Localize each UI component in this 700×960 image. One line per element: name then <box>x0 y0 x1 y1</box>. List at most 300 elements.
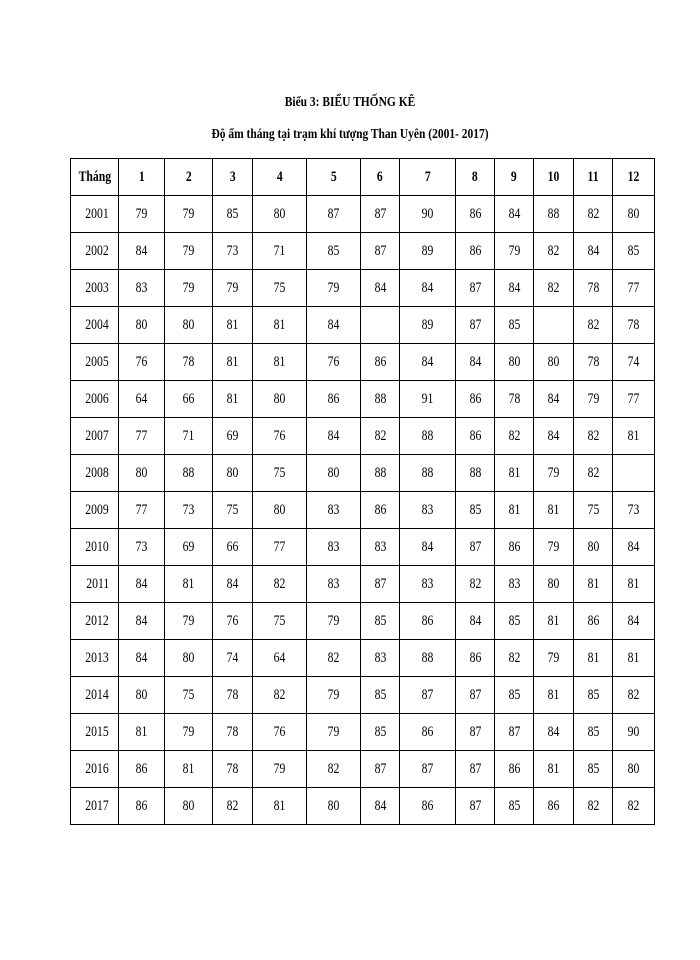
humidity-value: 87 <box>469 316 481 333</box>
year-text: 2008 <box>85 464 109 481</box>
year-text: 2017 <box>85 797 109 814</box>
humidity-value: 79 <box>508 242 520 259</box>
humidity-value: 73 <box>627 501 640 518</box>
humidity-value: 81 <box>547 612 560 629</box>
humidity-cell <box>307 344 361 381</box>
year-cell <box>71 307 119 344</box>
humidity-value: 77 <box>273 538 286 555</box>
humidity-value: 75 <box>273 612 286 629</box>
humidity-cell <box>456 751 495 788</box>
humidity-value: 81 <box>273 353 286 370</box>
humidity-value: 84 <box>547 723 560 740</box>
humidity-value: 79 <box>226 279 239 296</box>
humidity-value: 84 <box>547 390 560 407</box>
humidity-value: 86 <box>135 797 148 814</box>
humidity-value: 74 <box>226 649 239 666</box>
humidity-value: 79 <box>547 649 560 666</box>
humidity-value: 81 <box>135 723 148 740</box>
humidity-cell <box>574 640 613 677</box>
year-cell <box>71 529 119 566</box>
humidity-cell <box>361 418 400 455</box>
humidity-table <box>70 158 655 825</box>
year-cell <box>71 418 119 455</box>
humidity-cell <box>400 270 456 307</box>
humidity-cell <box>165 529 213 566</box>
humidity-cell <box>213 714 253 751</box>
header-month-9 <box>495 159 534 196</box>
humidity-cell <box>213 196 253 233</box>
humidity-cell <box>307 677 361 714</box>
humidity-value: 81 <box>226 316 239 333</box>
humidity-value: 81 <box>547 501 560 518</box>
humidity-value: 89 <box>421 316 434 333</box>
humidity-value: 66 <box>182 390 195 407</box>
humidity-value: 87 <box>469 723 481 740</box>
humidity-cell <box>119 788 165 825</box>
humidity-value: 86 <box>327 390 340 407</box>
humidity-value: 80 <box>273 205 286 222</box>
humidity-cell <box>400 788 456 825</box>
header-month-4 <box>253 159 307 196</box>
humidity-cell <box>307 788 361 825</box>
header-month-1 <box>119 159 165 196</box>
humidity-value: 78 <box>627 316 640 333</box>
humidity-cell <box>165 307 213 344</box>
humidity-cell <box>213 640 253 677</box>
humidity-cell <box>574 455 613 492</box>
humidity-cell <box>165 455 213 492</box>
humidity-value: 86 <box>469 205 481 222</box>
header-text: 2 <box>185 168 192 185</box>
document-title: Biểu 3: BIỂU THỐNG KÊ <box>284 95 416 110</box>
humidity-value: 87 <box>421 760 434 777</box>
humidity-cell <box>307 640 361 677</box>
humidity-cell <box>495 307 534 344</box>
humidity-cell <box>253 603 307 640</box>
humidity-cell <box>534 270 574 307</box>
humidity-cell <box>307 529 361 566</box>
table-row <box>71 788 655 825</box>
humidity-value: 75 <box>226 501 239 518</box>
humidity-value: 79 <box>182 279 195 296</box>
year-cell <box>71 381 119 418</box>
year-text: 2016 <box>85 760 109 777</box>
humidity-cell <box>213 677 253 714</box>
humidity-cell <box>400 196 456 233</box>
humidity-value: 84 <box>469 612 481 629</box>
humidity-value: 78 <box>587 279 599 296</box>
humidity-value: 82 <box>547 242 560 259</box>
humidity-cell <box>495 788 534 825</box>
humidity-cell <box>119 529 165 566</box>
year-cell <box>71 344 119 381</box>
humidity-cell <box>613 603 655 640</box>
humidity-value: 82 <box>273 686 286 703</box>
humidity-value: 80 <box>273 390 286 407</box>
humidity-cell <box>574 529 613 566</box>
humidity-value: 87 <box>327 205 340 222</box>
humidity-value: 71 <box>182 427 195 444</box>
humidity-cell <box>213 418 253 455</box>
humidity-value: 84 <box>374 797 386 814</box>
humidity-value: 80 <box>547 353 560 370</box>
humidity-cell <box>495 418 534 455</box>
humidity-value: 75 <box>182 686 195 703</box>
humidity-cell <box>613 270 655 307</box>
humidity-cell <box>361 640 400 677</box>
humidity-cell <box>361 233 400 270</box>
humidity-value: 82 <box>627 797 640 814</box>
humidity-value: 86 <box>469 649 481 666</box>
humidity-cell <box>456 677 495 714</box>
humidity-cell <box>534 418 574 455</box>
humidity-value: 79 <box>273 760 286 777</box>
humidity-cell <box>307 307 361 344</box>
humidity-value: 71 <box>273 242 286 259</box>
humidity-cell <box>213 603 253 640</box>
humidity-cell <box>119 714 165 751</box>
year-cell <box>71 788 119 825</box>
humidity-value: 85 <box>508 797 520 814</box>
humidity-cell <box>495 344 534 381</box>
humidity-value: 81 <box>508 464 520 481</box>
humidity-cell <box>307 196 361 233</box>
header-month-2 <box>165 159 213 196</box>
header-text: 9 <box>511 168 517 185</box>
humidity-cell <box>400 455 456 492</box>
header-text: 1 <box>138 168 145 185</box>
humidity-value: 84 <box>135 612 148 629</box>
humidity-cell <box>495 751 534 788</box>
humidity-cell <box>456 566 495 603</box>
year-cell <box>71 677 119 714</box>
humidity-cell <box>119 751 165 788</box>
humidity-cell <box>361 751 400 788</box>
humidity-value: 83 <box>327 575 340 592</box>
humidity-value: 87 <box>469 760 481 777</box>
humidity-value: 83 <box>327 501 340 518</box>
humidity-value: 81 <box>627 649 640 666</box>
humidity-cell <box>574 307 613 344</box>
humidity-value: 73 <box>182 501 195 518</box>
humidity-cell <box>307 566 361 603</box>
humidity-cell <box>213 455 253 492</box>
humidity-value: 69 <box>182 538 195 555</box>
humidity-cell <box>213 788 253 825</box>
humidity-value: 87 <box>469 279 481 296</box>
humidity-value: 83 <box>374 649 386 666</box>
humidity-value: 76 <box>327 353 340 370</box>
humidity-cell <box>165 233 213 270</box>
humidity-value: 80 <box>182 797 195 814</box>
humidity-cell <box>361 714 400 751</box>
humidity-value: 86 <box>421 797 434 814</box>
humidity-cell <box>534 233 574 270</box>
humidity-cell <box>613 455 655 492</box>
header-row <box>71 159 655 196</box>
humidity-cell <box>253 529 307 566</box>
humidity-cell <box>613 529 655 566</box>
humidity-value: 86 <box>469 427 481 444</box>
humidity-cell <box>456 788 495 825</box>
table-row <box>71 307 655 344</box>
humidity-value: 76 <box>273 723 286 740</box>
humidity-value: 84 <box>587 242 599 259</box>
table-row <box>71 233 655 270</box>
humidity-value: 86 <box>421 612 434 629</box>
humidity-value: 88 <box>421 427 434 444</box>
humidity-cell <box>165 344 213 381</box>
humidity-value: 86 <box>374 353 386 370</box>
humidity-value: 86 <box>374 501 386 518</box>
document-subtitle: Độ ẩm tháng tại trạm khí tượng Than Uyên (2001- 2017) <box>211 127 489 142</box>
year-text: 2004 <box>85 316 109 333</box>
humidity-cell <box>253 381 307 418</box>
header-month-10 <box>534 159 574 196</box>
humidity-value: 86 <box>508 538 520 555</box>
humidity-value: 85 <box>587 760 599 777</box>
humidity-value: 86 <box>547 797 560 814</box>
humidity-cell <box>400 381 456 418</box>
humidity-cell <box>361 566 400 603</box>
humidity-cell <box>253 344 307 381</box>
humidity-value: 84 <box>421 538 434 555</box>
table-row <box>71 529 655 566</box>
humidity-cell <box>574 751 613 788</box>
humidity-cell <box>253 492 307 529</box>
humidity-value: 81 <box>587 649 599 666</box>
table-body <box>71 196 655 825</box>
humidity-cell <box>534 788 574 825</box>
humidity-value: 88 <box>547 205 560 222</box>
humidity-cell <box>613 714 655 751</box>
humidity-value: 85 <box>508 316 520 333</box>
humidity-cell <box>613 196 655 233</box>
humidity-cell <box>213 344 253 381</box>
humidity-cell <box>613 788 655 825</box>
humidity-cell <box>495 455 534 492</box>
humidity-cell <box>307 751 361 788</box>
humidity-cell <box>307 455 361 492</box>
table-row <box>71 566 655 603</box>
humidity-value: 79 <box>547 538 560 555</box>
humidity-cell <box>534 455 574 492</box>
table-row <box>71 418 655 455</box>
humidity-value: 80 <box>587 538 599 555</box>
humidity-value: 81 <box>226 390 239 407</box>
header-month-7 <box>400 159 456 196</box>
humidity-value: 81 <box>627 427 640 444</box>
humidity-value: 81 <box>182 575 195 592</box>
humidity-cell <box>213 751 253 788</box>
humidity-cell <box>361 381 400 418</box>
humidity-value: 64 <box>135 390 148 407</box>
year-cell <box>71 233 119 270</box>
humidity-cell <box>119 677 165 714</box>
header-month-3 <box>213 159 253 196</box>
header-month-8 <box>456 159 495 196</box>
humidity-value: 87 <box>374 242 386 259</box>
humidity-value: 82 <box>587 316 599 333</box>
humidity-value: 79 <box>135 205 148 222</box>
table-row <box>71 640 655 677</box>
humidity-cell <box>165 603 213 640</box>
year-cell <box>71 566 119 603</box>
humidity-value: 84 <box>547 427 560 444</box>
humidity-value: 88 <box>421 464 434 481</box>
humidity-cell <box>307 233 361 270</box>
year-text: 2013 <box>85 649 109 666</box>
year-cell <box>71 603 119 640</box>
humidity-value: 85 <box>374 723 386 740</box>
humidity-cell <box>400 492 456 529</box>
humidity-value: 79 <box>182 723 195 740</box>
humidity-cell <box>165 751 213 788</box>
humidity-cell <box>213 233 253 270</box>
humidity-value: 85 <box>587 686 599 703</box>
humidity-value: 87 <box>469 538 481 555</box>
humidity-cell <box>213 381 253 418</box>
humidity-value: 91 <box>421 390 434 407</box>
humidity-cell <box>613 344 655 381</box>
humidity-value: 79 <box>327 279 340 296</box>
humidity-cell <box>361 196 400 233</box>
header-text: 5 <box>330 168 337 185</box>
humidity-cell <box>400 603 456 640</box>
humidity-cell <box>574 566 613 603</box>
humidity-cell <box>456 714 495 751</box>
year-cell <box>71 492 119 529</box>
humidity-value: 83 <box>508 575 520 592</box>
humidity-cell <box>253 566 307 603</box>
table-row <box>71 751 655 788</box>
table-row <box>71 603 655 640</box>
humidity-cell <box>307 714 361 751</box>
humidity-cell <box>361 677 400 714</box>
humidity-cell <box>253 418 307 455</box>
humidity-cell <box>119 640 165 677</box>
humidity-value: 80 <box>273 501 286 518</box>
humidity-value: 84 <box>226 575 239 592</box>
header-text: 8 <box>472 168 478 185</box>
humidity-value: 84 <box>135 649 148 666</box>
year-cell <box>71 455 119 492</box>
humidity-cell <box>534 344 574 381</box>
humidity-value: 86 <box>421 723 434 740</box>
humidity-value: 76 <box>135 353 148 370</box>
humidity-value: 82 <box>327 649 340 666</box>
humidity-value: 78 <box>226 723 239 740</box>
humidity-cell <box>574 788 613 825</box>
humidity-value: 85 <box>508 686 520 703</box>
humidity-cell <box>495 492 534 529</box>
humidity-cell <box>400 344 456 381</box>
humidity-value: 87 <box>421 686 434 703</box>
humidity-value: 84 <box>421 353 434 370</box>
humidity-cell <box>119 307 165 344</box>
humidity-cell <box>495 640 534 677</box>
humidity-cell <box>534 566 574 603</box>
header-month-6 <box>361 159 400 196</box>
humidity-value: 87 <box>508 723 520 740</box>
humidity-cell <box>456 344 495 381</box>
humidity-value: 83 <box>135 279 148 296</box>
humidity-value: 82 <box>226 797 239 814</box>
humidity-value: 82 <box>547 279 560 296</box>
humidity-value: 82 <box>374 427 386 444</box>
year-text: 2009 <box>85 501 109 518</box>
humidity-value: 80 <box>627 760 640 777</box>
humidity-cell <box>534 677 574 714</box>
humidity-value: 79 <box>327 723 340 740</box>
humidity-cell <box>495 196 534 233</box>
humidity-value: 90 <box>421 205 434 222</box>
humidity-cell <box>307 418 361 455</box>
humidity-value: 80 <box>627 205 640 222</box>
humidity-cell <box>400 233 456 270</box>
humidity-cell <box>165 714 213 751</box>
humidity-value: 81 <box>547 760 560 777</box>
humidity-value: 85 <box>374 686 386 703</box>
humidity-value: 81 <box>182 760 195 777</box>
humidity-cell <box>534 640 574 677</box>
table-row <box>71 344 655 381</box>
table-row <box>71 270 655 307</box>
humidity-cell <box>361 492 400 529</box>
humidity-value: 84 <box>374 279 386 296</box>
humidity-cell <box>253 196 307 233</box>
humidity-cell <box>361 788 400 825</box>
header-month-5 <box>307 159 361 196</box>
humidity-value: 77 <box>135 501 148 518</box>
humidity-value: 79 <box>587 390 599 407</box>
humidity-cell <box>165 677 213 714</box>
humidity-value: 80 <box>327 464 340 481</box>
humidity-value: 90 <box>627 723 640 740</box>
humidity-value: 85 <box>627 242 640 259</box>
humidity-cell <box>495 270 534 307</box>
humidity-value: 85 <box>508 612 520 629</box>
humidity-cell <box>165 788 213 825</box>
humidity-value: 79 <box>327 686 340 703</box>
humidity-cell <box>361 270 400 307</box>
humidity-value: 84 <box>135 242 148 259</box>
humidity-value: 86 <box>135 760 148 777</box>
year-cell <box>71 196 119 233</box>
header-text: 3 <box>229 168 236 185</box>
humidity-value: 82 <box>587 205 599 222</box>
humidity-value: 81 <box>627 575 640 592</box>
humidity-cell <box>574 344 613 381</box>
humidity-value: 75 <box>273 464 286 481</box>
humidity-cell <box>165 381 213 418</box>
humidity-value: 82 <box>469 575 481 592</box>
humidity-cell <box>119 566 165 603</box>
humidity-cell <box>456 603 495 640</box>
humidity-cell <box>119 196 165 233</box>
humidity-value: 78 <box>226 760 239 777</box>
header-text: 10 <box>547 168 560 185</box>
humidity-value: 82 <box>508 649 520 666</box>
table-row <box>71 455 655 492</box>
humidity-value: 75 <box>587 501 599 518</box>
table-row <box>71 196 655 233</box>
humidity-cell <box>456 455 495 492</box>
humidity-value: 79 <box>182 612 195 629</box>
humidity-cell <box>613 418 655 455</box>
humidity-value: 75 <box>273 279 286 296</box>
humidity-value: 88 <box>469 464 481 481</box>
